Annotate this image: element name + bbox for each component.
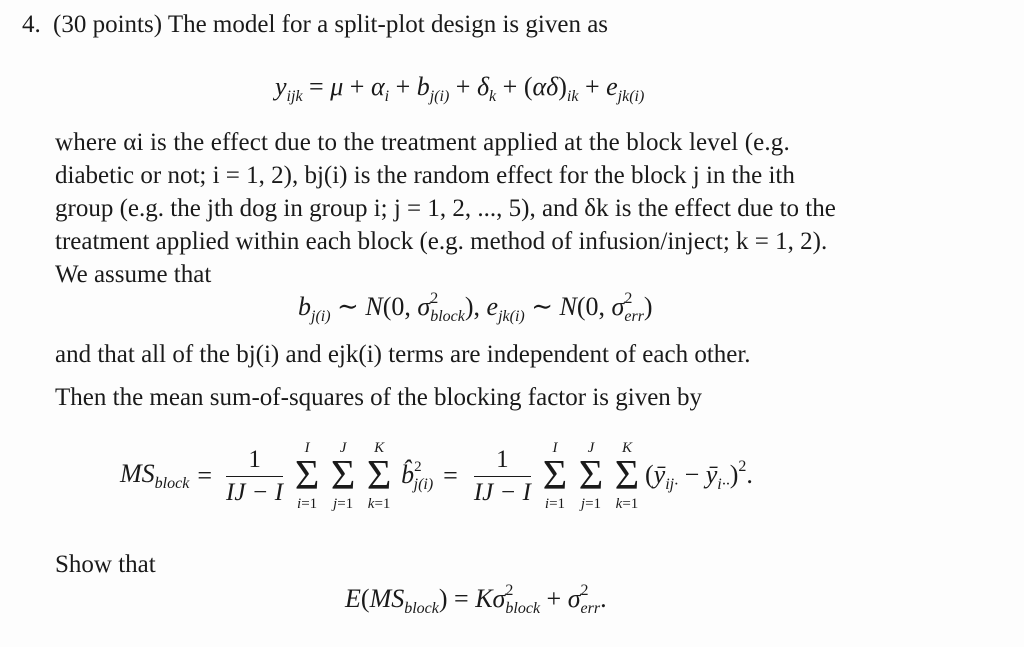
para1-line2: diabetic or not; i = 1, 2), bj(i) is the random effect for the block j in the ith	[55, 162, 795, 189]
para1-line4: treatment applied within each block (e.g. method of infusion/inject; k = 1, 2).	[55, 228, 828, 255]
fraction-1: $\frac{1}{IJ - I}$	[226, 445, 284, 506]
para1-line5: We assume that	[55, 261, 212, 288]
result-equation: $E(MS_{block}) = K\sigma^2_{block} + \sigma^2_{err}$.	[345, 582, 607, 617]
para2: and that all of the bj(i) and ejk(i) terms are independent of each other.	[55, 341, 751, 368]
para1-line1: where αi is the effect due to the treatment applied at the block level (e.g.	[55, 129, 790, 156]
fraction-2: $\frac{1}{IJ - I}$	[473, 445, 531, 506]
para1-line3: group (e.g. the jth dog in group i; j = 1, 2, ..., 5), and δk is the effect due to the	[55, 195, 836, 222]
ms-block-equation: $MS_{block}$ = $\frac{1}{IJ - I}$ I Σ i=1 J Σ j=1 K Σ k=1 b̂$^2_{j(i)}$ = $\frac{1}{IJ - I}$ I Σ i=1 J Σ j=1 K Σ k=1 ($ȳ_{ij\cdot}$ − $ȳ_{i\cdot\cdot})^2$.	[120, 440, 753, 512]
para3: Then the mean sum-of-squares of the blocking factor is given by	[55, 384, 703, 411]
model-equation: $y_{ijk} = \mu + \alpha_i + b_{j(i)} + \delta_k + (\alpha\delta)_{ik} + e_{jk(i)}$	[275, 72, 645, 105]
problem-intro: (30 points) The model for a split-plot design is given as	[53, 11, 609, 38]
distribution-equation: $b_{j(i)}$ ∼ N(0, $\sigma^2_{block}$), $e_{jk(i)}$ ∼ N(0, $\sigma^2_{err}$)	[298, 290, 653, 325]
problem-number: 4.	[22, 11, 41, 38]
show-that: Show that	[55, 551, 156, 578]
problem-header	[22, 10, 608, 40]
